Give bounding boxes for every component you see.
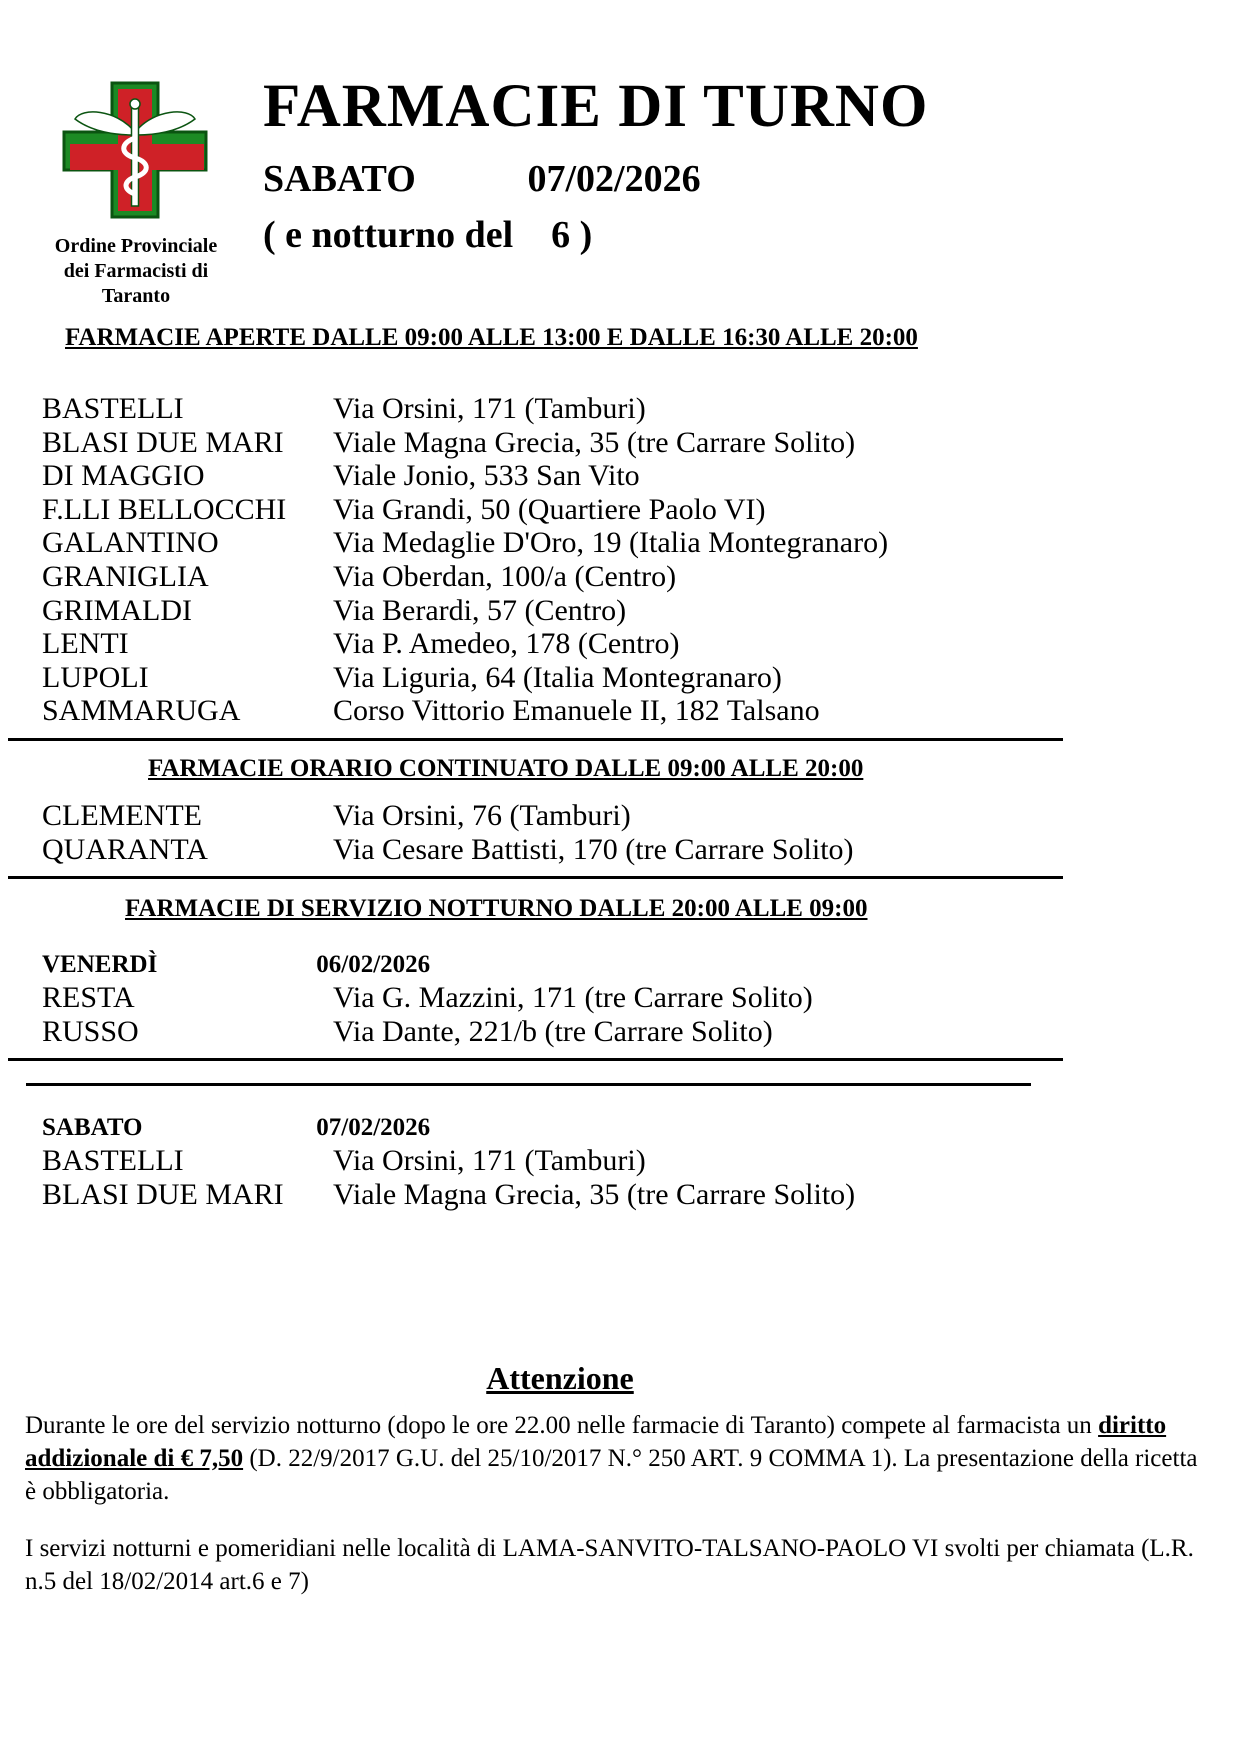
pharmacy-address: Via Dante, 221/b (tre Carrare Solito) <box>333 1014 773 1048</box>
pharmacy-row <box>0 1015 1241 1049</box>
notice-paragraph <box>25 1409 1211 1508</box>
pharmacy-address: Via Orsini, 171 (Tamburi) <box>333 1144 646 1178</box>
night-pharmacies-list <box>0 981 1241 1048</box>
pharmacy-row <box>0 560 1241 594</box>
pharmacy-row <box>0 392 1241 426</box>
pharmacy-name: BASTELLI <box>42 392 184 425</box>
pharmacy-address: Via Liguria, 64 (Italia Montegranaro) <box>333 660 782 694</box>
org-line: dei Farmacisti di <box>63 260 209 282</box>
pharmacy-address: Via Orsini, 76 (Tamburi) <box>333 798 631 832</box>
pharmacy-row <box>0 694 1241 728</box>
pharmacy-address: Via G. Mazzini, 171 (tre Carrare Solito) <box>333 981 813 1015</box>
night-pharmacies-list <box>0 1144 1241 1211</box>
pharmacy-row <box>0 1178 1241 1212</box>
continuato-pharmacies-list <box>0 799 1241 866</box>
night-day-block-sabato <box>0 1114 1241 1211</box>
divider <box>8 1058 1063 1061</box>
pharmacy-address: Via Medaglie D'Oro, 19 (Italia Montegranaro) <box>333 526 889 560</box>
night-day-label: SABATO <box>42 1114 143 1142</box>
pharmacy-name: BASTELLI <box>42 1144 184 1178</box>
pharmacy-name: BLASI DUE MARI <box>42 1177 284 1211</box>
pharmacy-name: SAMMARUGA <box>42 694 241 728</box>
pharmacy-name: RESTA <box>42 981 135 1015</box>
pharmacy-name: GRANIGLIA <box>42 559 209 593</box>
pharmacy-name: CLEMENTE <box>42 798 202 832</box>
notice-text: (D. 22/9/2017 G.U. del 25/10/2017 N.° 250 ART. 9 COMMA 1). La presentazione della ricetta è obbligatoria. <box>25 1444 1198 1505</box>
pharmacy-address: Viale Magna Grecia, 35 (tre Carrare Solito) <box>333 425 856 459</box>
notice-surcharge: diritto addizionale di € 7,50 <box>25 1411 1167 1472</box>
pharmacy-row <box>0 594 1241 628</box>
section-heading-notturno: FARMACIE DI SERVIZIO NOTTURNO DALLE 20:00 ALLE 09:00 <box>125 895 868 923</box>
pharmacy-name: LUPOLI <box>42 660 149 694</box>
notice-heading: Attenzione <box>486 1359 634 1396</box>
pharmacy-row <box>0 799 1241 833</box>
pharmacy-name: LENTI <box>42 627 129 661</box>
night-note: ( e notturno del 6 ) <box>263 214 593 256</box>
pharmacy-cross-caduceus-icon <box>60 80 210 220</box>
date-label: 07/02/2026 <box>527 158 701 200</box>
day-line <box>263 157 928 201</box>
divider <box>26 1083 1031 1086</box>
night-day-row <box>0 951 1241 979</box>
pharmacy-address: Via Berardi, 57 (Centro) <box>333 593 627 627</box>
night-day-block-venerdi <box>0 951 1241 1048</box>
pharmacy-address: Via Grandi, 50 (Quartiere Paolo VI) <box>333 492 766 526</box>
pharmacy-row <box>0 526 1241 560</box>
pharmacy-row <box>0 833 1241 867</box>
pharmacy-name: F.LLI BELLOCCHI <box>42 492 287 526</box>
section-heading-continuato: FARMACIE ORARIO CONTINUATO DALLE 09:00 ALLE 20:00 <box>148 754 864 782</box>
org-line: Taranto <box>101 285 171 307</box>
day-label: SABATO <box>263 158 416 200</box>
org-line: Ordine Provinciale <box>54 235 218 257</box>
pharmacy-name: DI MAGGIO <box>42 459 205 493</box>
org-name <box>6 234 266 309</box>
notice-section <box>0 1360 1241 1598</box>
pharmacy-address: Corso Vittorio Emanuele II, 182 Talsano <box>333 694 820 728</box>
notice-paragraph: I servizi notturni e pomeridiani nelle località di LAMA-SANVITO-TALSANO-PAOLO VI svolti per chiamata (L.R. n.5 del 18/02/2014 art.6 e 7) <box>25 1534 1194 1595</box>
pharmacy-row <box>0 426 1241 460</box>
pharmacy-row <box>0 981 1241 1015</box>
page-title: FARMACIE DI TURNO <box>263 73 929 140</box>
night-day-row <box>0 1114 1241 1142</box>
pharmacy-row <box>0 661 1241 695</box>
pharmacy-name: BLASI DUE MARI <box>42 425 284 459</box>
pharmacy-name: GALANTINO <box>42 526 219 560</box>
open-pharmacies-list <box>0 392 1241 728</box>
notice-text: Durante le ore del servizio notturno (dopo le ore 22.00 nelle farmacie di Taranto) compete al farmacista un <box>25 1411 1099 1439</box>
night-day-date: 06/02/2026 <box>316 951 431 979</box>
night-day-date: 07/02/2026 <box>316 1114 431 1142</box>
pharmacy-address: Via Orsini, 171 (Tamburi) <box>333 392 646 425</box>
pharmacy-address: Via P. Amedeo, 178 (Centro) <box>333 627 680 661</box>
pharmacy-row <box>0 493 1241 527</box>
pharmacy-row <box>0 1144 1241 1178</box>
pharmacy-row <box>0 459 1241 493</box>
night-day-label: VENERDÌ <box>42 951 158 979</box>
pharmacy-address: Via Oberdan, 100/a (Centro) <box>333 559 677 593</box>
pharmacy-address: Via Cesare Battisti, 170 (tre Carrare Solito) <box>333 832 854 866</box>
section-heading-open: FARMACIE APERTE DALLE 09:00 ALLE 13:00 E DALLE 16:30 ALLE 20:00 <box>65 324 918 351</box>
title-block <box>263 73 929 257</box>
pharmacy-address: Viale Magna Grecia, 35 (tre Carrare Solito) <box>333 1177 856 1211</box>
header <box>0 0 1241 318</box>
pharmacy-address: Viale Jonio, 533 San Vito <box>333 459 640 493</box>
pharmacy-name: GRIMALDI <box>42 593 192 627</box>
pharmacy-name: QUARANTA <box>42 832 208 866</box>
pharmacy-row <box>0 627 1241 661</box>
divider <box>8 738 1063 741</box>
pharmacy-name: RUSSO <box>42 1014 139 1048</box>
divider <box>8 876 1063 879</box>
